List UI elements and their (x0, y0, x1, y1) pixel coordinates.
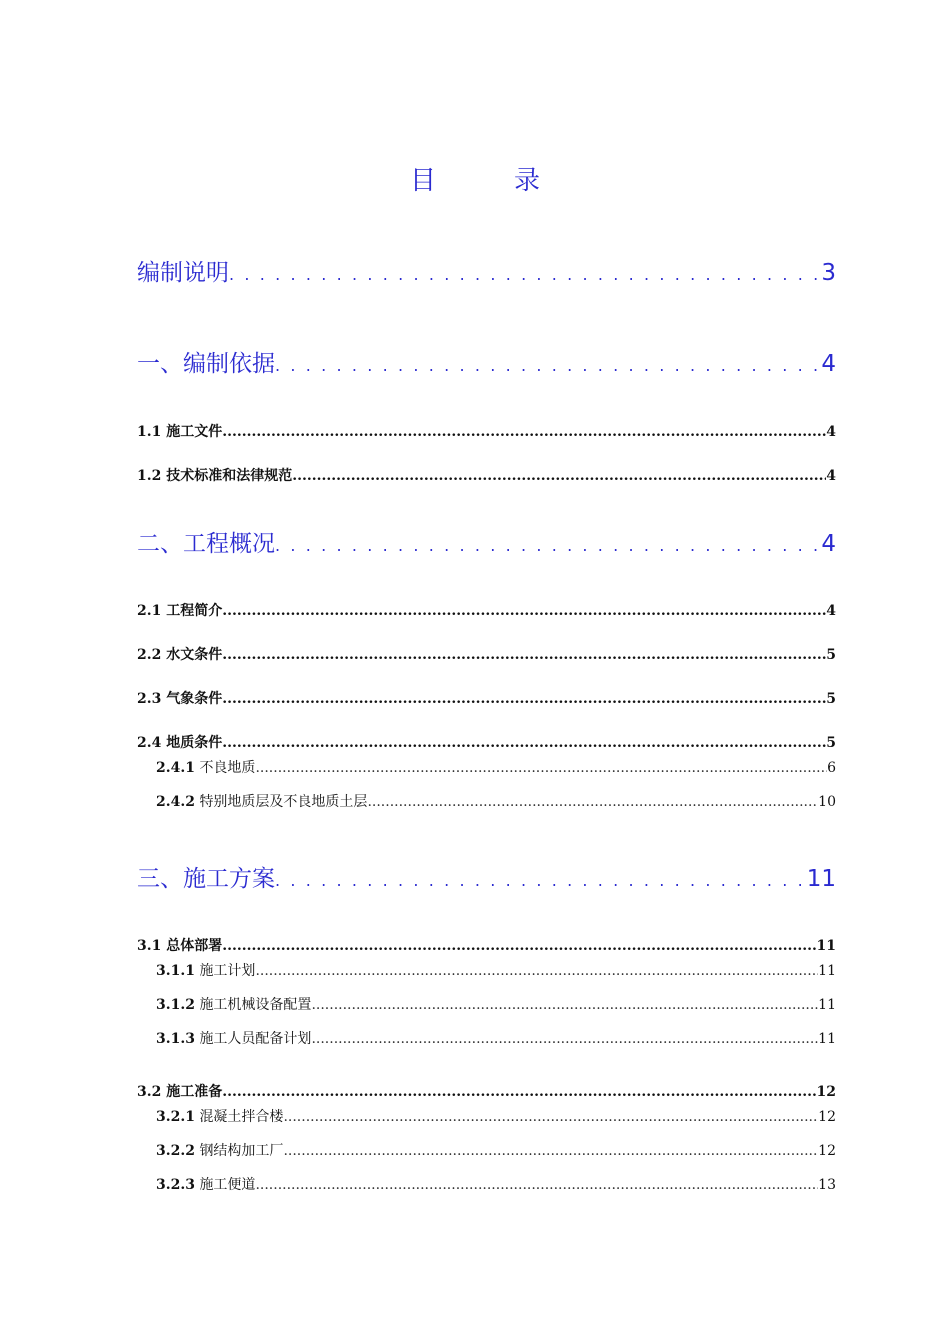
toc-section-number: 3.2.3 (156, 1177, 195, 1193)
toc-entry-3-1-2[interactable] (156, 994, 836, 1014)
toc-entry-label (156, 1174, 255, 1194)
toc-section-title: 施工准备 (166, 1084, 223, 1100)
toc-page-number: 4 (826, 424, 836, 440)
dot-leader (222, 735, 826, 751)
toc-page-number: 4 (821, 531, 836, 557)
toc-section-title: 混凝土拌合楼 (199, 1109, 284, 1125)
dot-leader (222, 938, 816, 954)
toc-section-number: 2.4 (137, 735, 162, 751)
dot-leader (222, 647, 826, 663)
toc-section-title: 工程简介 (166, 603, 223, 619)
toc-entry-1-2[interactable] (137, 465, 836, 485)
toc-entry-label: 二、工程概况 (137, 531, 275, 557)
dot-leader (311, 997, 818, 1013)
toc-entry-label (156, 1140, 283, 1160)
dot-leader (367, 794, 818, 810)
toc-entry-3-1[interactable] (137, 935, 836, 955)
toc-section-title: 施工计划 (199, 963, 256, 979)
toc-section-title: 水文条件 (166, 647, 223, 663)
dot-leader (283, 1143, 818, 1159)
toc-page-number: 4 (821, 351, 836, 377)
toc-section-title: 不良地质 (199, 760, 256, 776)
toc-entry-label (137, 644, 222, 664)
toc-section-title: 钢结构加工厂 (199, 1143, 284, 1159)
dot-leader (255, 963, 818, 979)
toc-entry-3-2-2[interactable] (156, 1140, 836, 1160)
dot-leader (275, 356, 821, 375)
toc-section-number: 3.2.1 (156, 1109, 195, 1125)
toc-page-number: 12 (818, 1109, 836, 1125)
toc-section-number: 1.1 (137, 424, 162, 440)
toc-page-number: 10 (818, 794, 836, 810)
toc-entry-label (156, 1028, 311, 1048)
toc-page-number: 11 (816, 938, 836, 954)
toc-entry-label (156, 1106, 283, 1126)
dot-leader (275, 871, 807, 890)
toc-section-number: 3.1.3 (156, 1031, 195, 1047)
toc-section-number: 2.1 (137, 603, 162, 619)
toc-section-title: 技术标准和法律规范 (166, 468, 293, 484)
toc-section-title: 总体部署 (166, 938, 223, 954)
toc-entry-chapter-2[interactable] (137, 525, 836, 557)
dot-leader (283, 1109, 818, 1125)
toc-page-number: 5 (826, 735, 836, 751)
dot-leader (222, 424, 826, 440)
dot-leader (255, 1177, 818, 1193)
toc-section-title: 地质条件 (166, 735, 223, 751)
toc-section-number: 3.1 (137, 938, 162, 954)
toc-entry-chapter-1[interactable] (137, 345, 836, 377)
toc-page-number: 13 (818, 1177, 836, 1193)
toc-entry-3-1-3[interactable] (156, 1028, 836, 1048)
toc-section-title: 施工便道 (199, 1177, 256, 1193)
toc-entry-label (156, 757, 255, 777)
toc-section-number: 3.2.2 (156, 1143, 195, 1159)
toc-page-number: 4 (826, 603, 836, 619)
toc-entry-3-1-1[interactable] (156, 960, 836, 980)
toc-entry-2-3[interactable] (137, 688, 836, 708)
toc-entry-label: 编制说明 (137, 260, 229, 286)
toc-title: 目 录 (409, 166, 566, 196)
toc-page-number: 4 (826, 468, 836, 484)
dot-leader (292, 468, 826, 484)
toc-entry-label: 一、编制依据 (137, 351, 275, 377)
toc-entry-label (137, 465, 292, 485)
dot-leader (222, 1084, 816, 1100)
toc-entry-2-4[interactable] (137, 732, 836, 752)
toc-section-number: 3.2 (137, 1084, 162, 1100)
dot-leader (255, 760, 827, 776)
toc-entry-label (137, 732, 222, 752)
toc-page-number: 6 (827, 760, 836, 776)
toc-page-number: 12 (816, 1084, 836, 1100)
toc-entry-2-4-1[interactable] (156, 757, 836, 777)
dot-leader (311, 1031, 818, 1047)
toc-entry-2-4-2[interactable] (156, 791, 836, 811)
toc-entry-3-2-3[interactable] (156, 1174, 836, 1194)
toc-entry-label (137, 688, 222, 708)
dot-leader (229, 265, 821, 284)
dot-leader (222, 691, 826, 707)
toc-page-number: 11 (818, 963, 836, 979)
toc-section-title: 气象条件 (166, 691, 223, 707)
toc-page-number: 5 (826, 647, 836, 663)
toc-section-number: 1.2 (137, 468, 162, 484)
toc-section-number: 2.2 (137, 647, 162, 663)
toc-entry-label (137, 935, 222, 955)
toc-page-number: 11 (818, 997, 836, 1013)
toc-section-title: 施工机械设备配置 (199, 997, 312, 1013)
toc-entry-3-2[interactable] (137, 1081, 836, 1101)
toc-entry-label: 三、施工方案 (137, 866, 275, 892)
toc-entry-label (137, 421, 222, 441)
toc-entry-chapter-3[interactable] (137, 860, 836, 892)
toc-section-number: 3.1.1 (156, 963, 195, 979)
toc-page-number: 11 (806, 866, 836, 892)
toc-section-number: 2.4.1 (156, 760, 195, 776)
toc-section-title: 特别地质层及不良地质土层 (199, 794, 368, 810)
toc-page-number: 12 (818, 1143, 836, 1159)
toc-entry-1-1[interactable] (137, 421, 836, 441)
toc-entry-label (156, 791, 367, 811)
toc-page-number: 5 (826, 691, 836, 707)
toc-entry-2-2[interactable] (137, 644, 836, 664)
toc-section-number: 3.1.2 (156, 997, 195, 1013)
toc-section-title: 施工人员配备计划 (199, 1031, 312, 1047)
toc-entry-2-1[interactable] (137, 600, 836, 620)
toc-entry-preface[interactable] (137, 254, 836, 286)
toc-entry-3-2-1[interactable] (156, 1106, 836, 1126)
toc-entry-label (137, 600, 222, 620)
toc-page-number: 11 (818, 1031, 836, 1047)
toc-entry-label (156, 994, 311, 1014)
toc-section-title: 施工文件 (166, 424, 223, 440)
toc-entry-label (137, 1081, 222, 1101)
toc-entry-label (156, 960, 255, 980)
toc-section-number: 2.4.2 (156, 794, 195, 810)
toc-page-number: 3 (821, 260, 836, 286)
dot-leader (222, 603, 826, 619)
dot-leader (275, 536, 821, 555)
toc-section-number: 2.3 (137, 691, 162, 707)
